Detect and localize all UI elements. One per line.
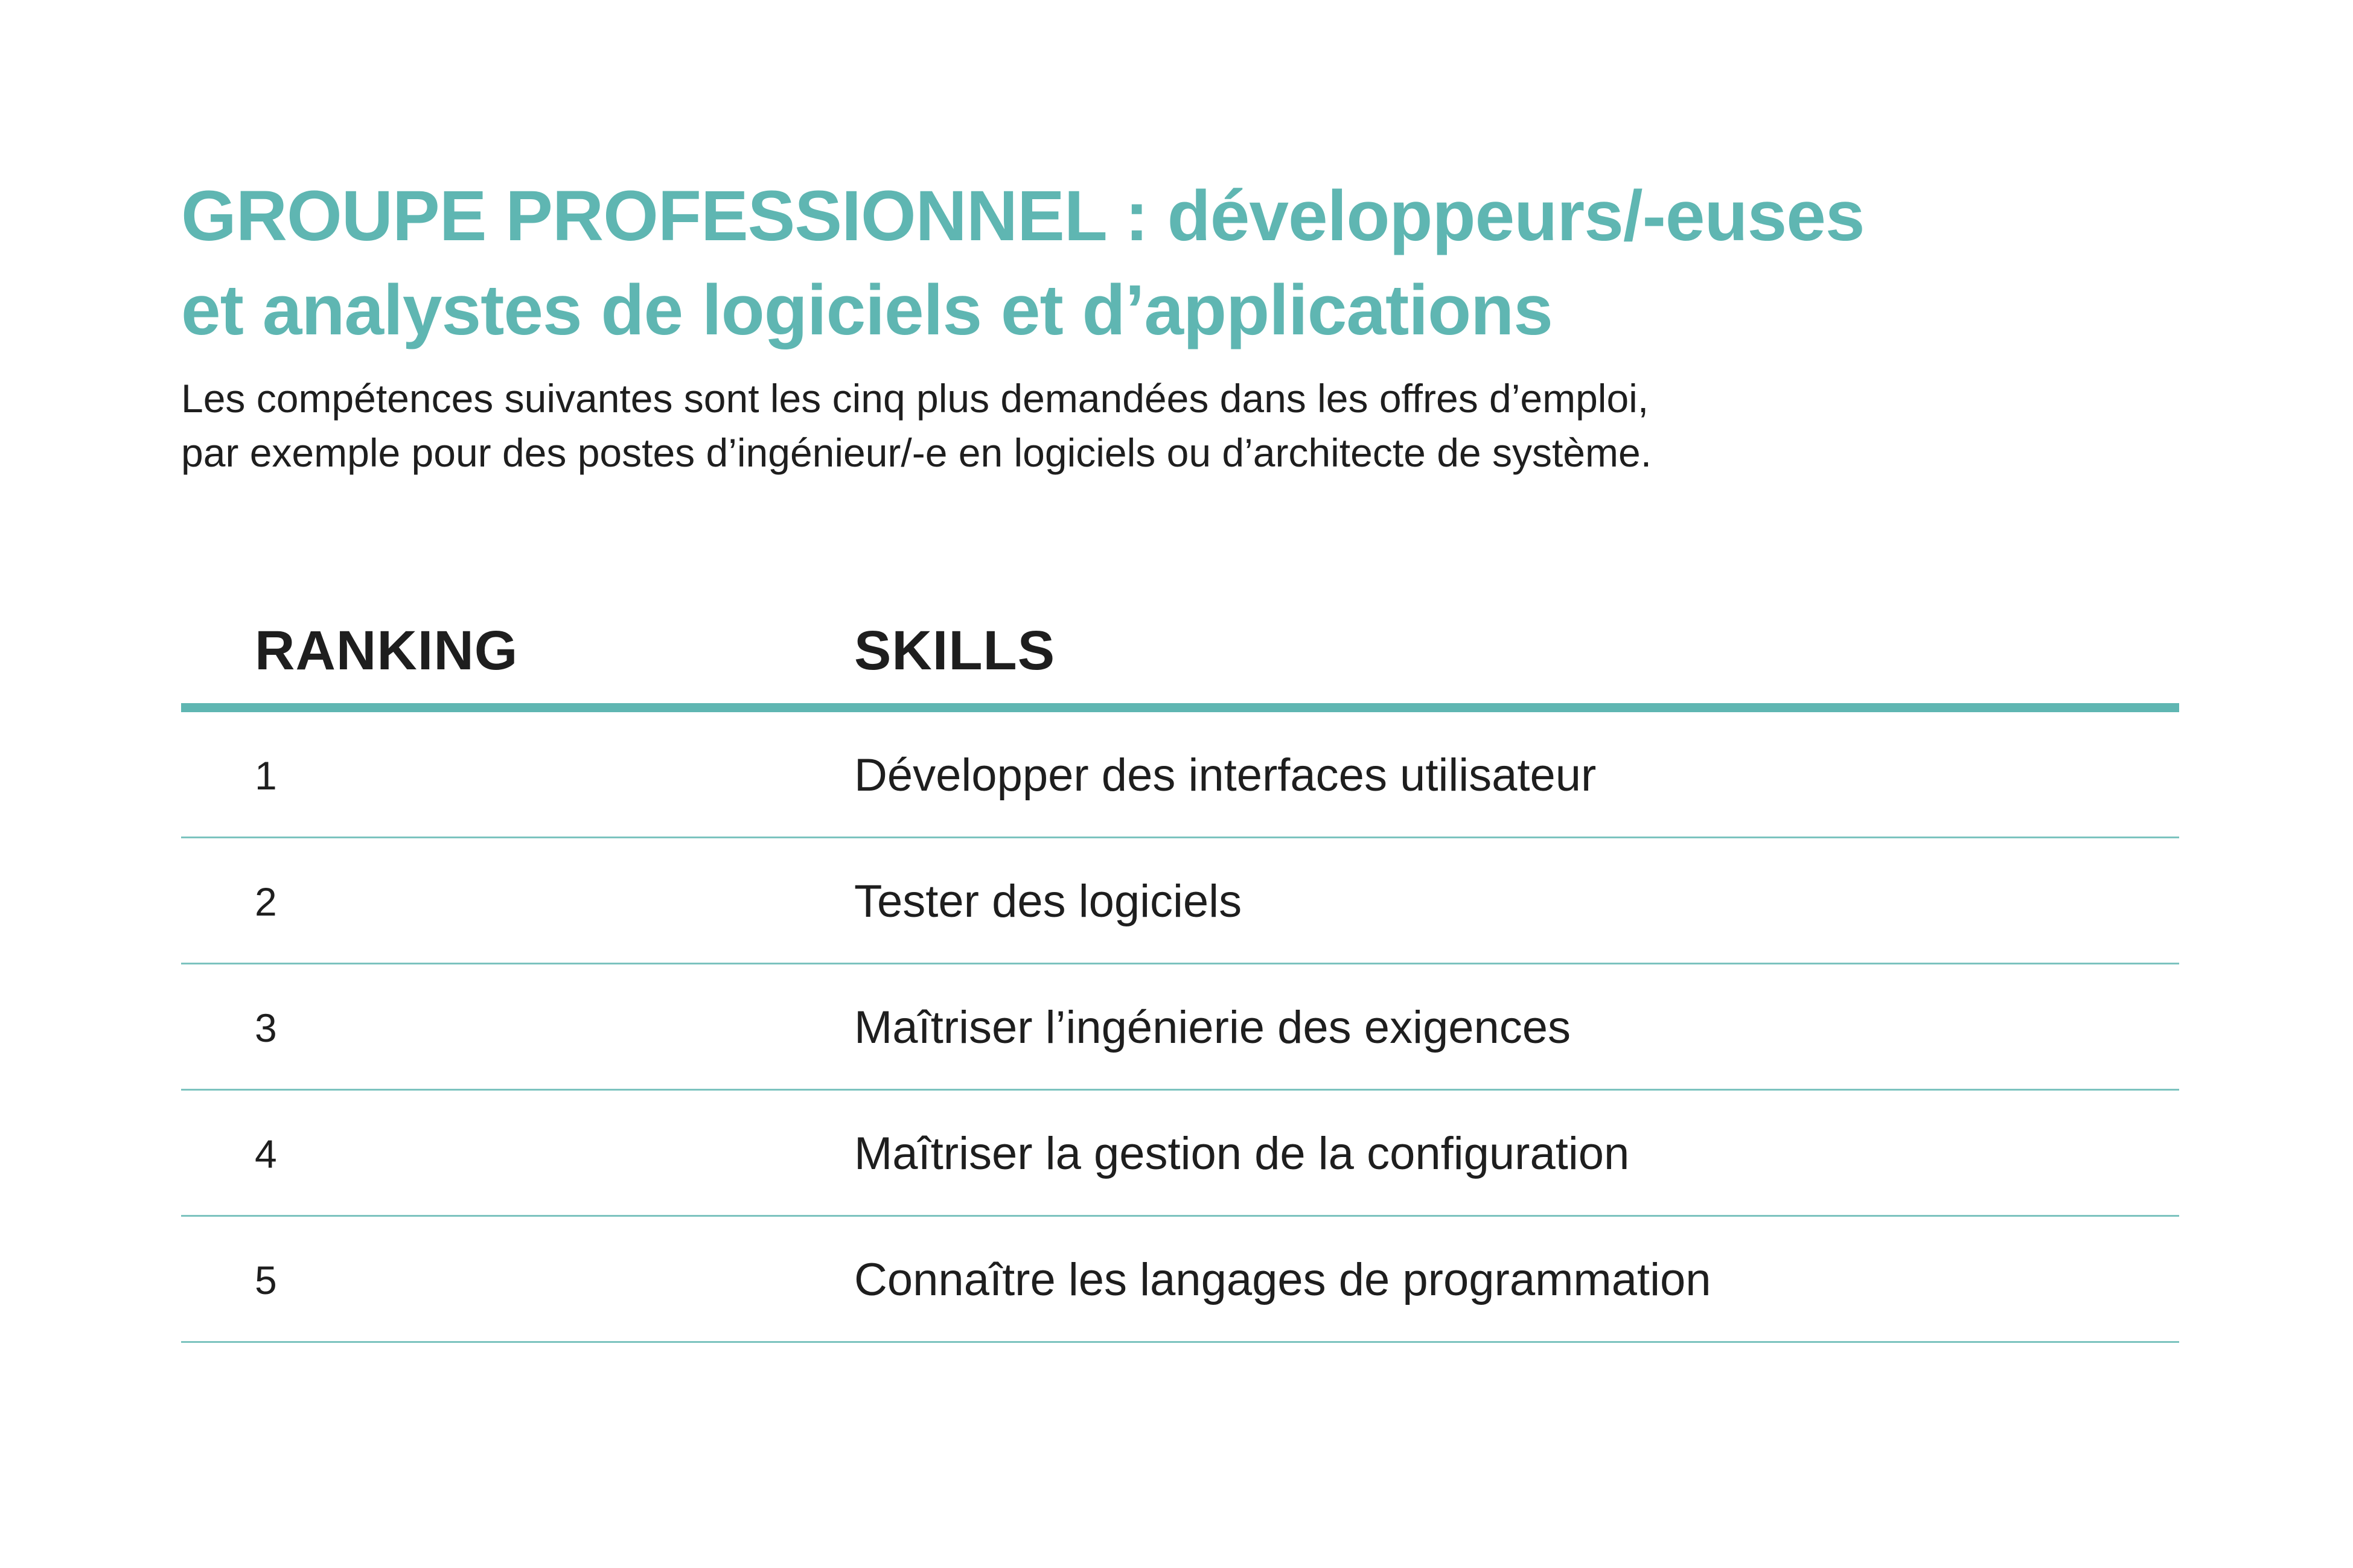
- skill-cell: Maîtriser la gestion de la configuration: [854, 1128, 1630, 1179]
- skill-cell: Développer des interfaces utilisateur: [854, 750, 1597, 801]
- table-row: [181, 1091, 2179, 1217]
- intro-line-2: par exemple pour des postes d’ingénieur/-e en logiciels ou d’architecte de système.: [181, 430, 1652, 475]
- skill-cell: Connaître les langages de programmation: [854, 1254, 1711, 1305]
- table-row: [181, 1217, 2179, 1343]
- page-title-line-1: GROUPE PROFESSIONNEL : développeurs/-euses: [181, 176, 1865, 256]
- rank-cell: 1: [255, 753, 277, 798]
- skills-table: [181, 594, 2179, 1343]
- table-row: [181, 712, 2179, 838]
- page-title-line-2: et analystes de logiciels et d’applications: [181, 270, 1553, 350]
- skill-cell: Tester des logiciels: [854, 876, 1242, 927]
- table-row: [181, 838, 2179, 964]
- rank-cell: 5: [255, 1258, 277, 1302]
- skill-cell: Maîtriser l’ingénierie des exigences: [854, 1002, 1571, 1053]
- intro-line-1: Les compétences suivantes sont les cinq plus demandées dans les offres d’emploi,: [181, 376, 1649, 421]
- page-title: [181, 169, 2233, 357]
- table-header: [181, 594, 2179, 712]
- rank-cell: 3: [255, 1005, 277, 1050]
- intro-paragraph: [181, 371, 2233, 480]
- table-row: [181, 964, 2179, 1091]
- rank-cell: 2: [255, 879, 277, 924]
- rank-cell: 4: [255, 1132, 277, 1176]
- column-header-ranking: RANKING: [255, 620, 519, 681]
- column-header-skills: SKILLS: [854, 620, 1056, 681]
